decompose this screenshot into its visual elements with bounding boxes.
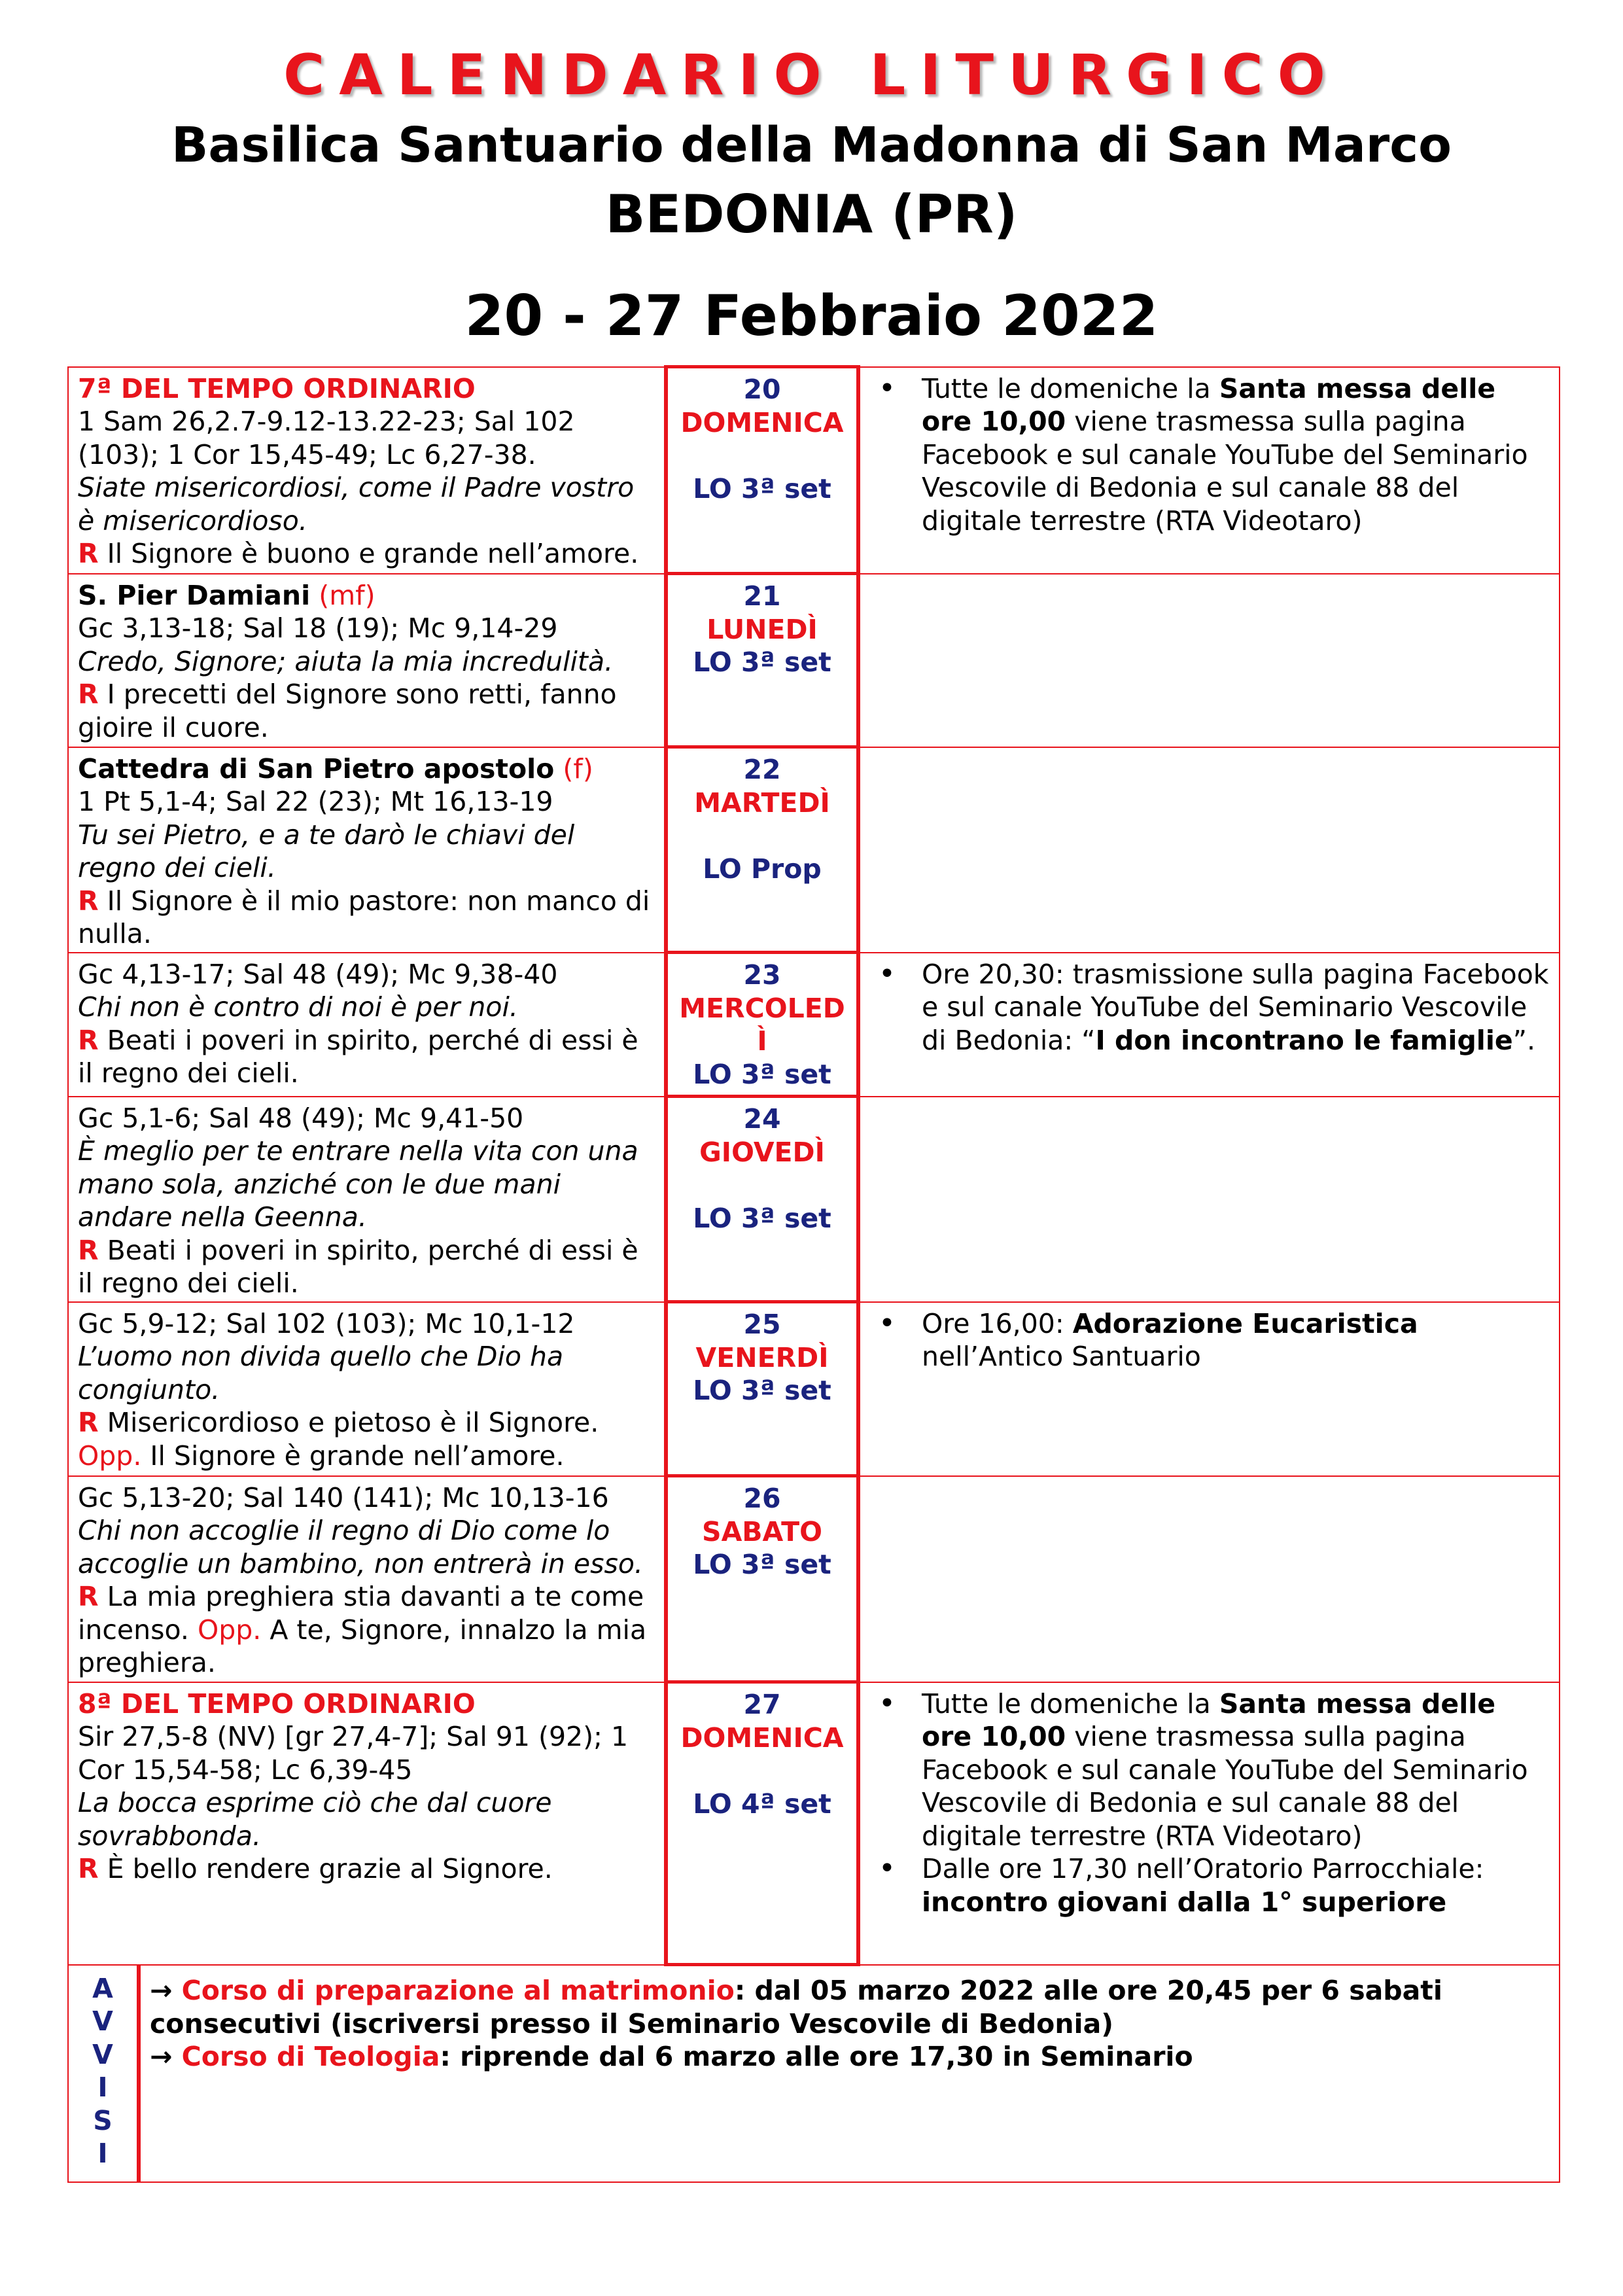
- notes-cell: [858, 1097, 1560, 1302]
- place-label: BEDONIA (PR): [605, 184, 1018, 245]
- office-week: LO 3ª set: [693, 472, 831, 504]
- day-name: LUNEDÌ: [707, 613, 818, 645]
- notes-cell: [858, 953, 1560, 1097]
- note-item: • Ore 16,00: Adorazione Eucaristica nell’Antico Santuario: [922, 1307, 1551, 1373]
- arrow-icon: →: [150, 1975, 173, 2006]
- arrow-icon: →: [150, 2041, 173, 2072]
- notes-cell: [858, 367, 1560, 574]
- day-name: MARTEDÌ: [694, 786, 830, 819]
- response-line: R È bello rendere grazie al Signore.: [78, 1853, 553, 1884]
- day-row: [68, 1476, 1560, 1682]
- day-number: 26: [743, 1483, 781, 1514]
- avvisi-label: A V V I S I: [68, 1965, 139, 2182]
- response-line: R Misericordioso e pietoso è il Signore.: [78, 1407, 599, 1438]
- office-week: LO 4ª set: [693, 1788, 831, 1820]
- feast-title: 7ª DEL TEMPO ORDINARIO: [78, 372, 476, 404]
- avvisi-item: → Corso di Teologia: riprende dal 6 marzo alle ore 17,30 in Seminario: [150, 2041, 1193, 2072]
- liturgy-cell: [68, 1682, 666, 1965]
- liturgy-cell: [68, 1302, 666, 1476]
- day-cell: [666, 1097, 858, 1302]
- day-name: GIOVEDÌ: [699, 1136, 825, 1168]
- notes-cell: [858, 1302, 1560, 1476]
- day-name: SABATO: [702, 1515, 822, 1547]
- day-name: DOMENICA: [680, 1722, 844, 1754]
- liturgy-cell: [68, 747, 666, 953]
- readings: Gc 5,9-12; Sal 102 (103); Mc 10,1-12: [78, 1307, 575, 1339]
- avvisi-item-title: Corso di preparazione al matrimonio: [181, 1975, 735, 2006]
- day-cell: [666, 1682, 858, 1965]
- avvisi-item-title: Corso di Teologia: [181, 2041, 440, 2072]
- office-week: LO 3ª set: [693, 1058, 831, 1090]
- antiphon: Credo, Signore; aiuta la mia incredulità.: [78, 645, 614, 677]
- response-line: [78, 537, 656, 571]
- notes-cell: [858, 747, 1560, 953]
- day-cell: [666, 367, 858, 574]
- notes-cell: [858, 1682, 1560, 1965]
- page-title: CALENDARIO LITURGICO: [283, 43, 1340, 108]
- office-week: LO 3ª set: [693, 1549, 831, 1580]
- liturgy-cell: [68, 953, 666, 1097]
- day-number: 27: [743, 1689, 781, 1720]
- antiphon: Chi non accoglie il regno di Dio come lo accoglie un bambino, non entrerà in esso.: [78, 1515, 643, 1580]
- readings: Gc 5,13-20; Sal 140 (141); Mc 10,13-16: [78, 1481, 609, 1513]
- office-week: LO 3ª set: [693, 646, 831, 678]
- feast-line: [78, 752, 656, 786]
- day-row: [68, 367, 1560, 574]
- office-week: LO 3ª set: [693, 1375, 831, 1406]
- day-cell: [666, 953, 858, 1097]
- response-line: R I precetti del Signore sono retti, fanno gioire il cuore.: [78, 679, 617, 743]
- antiphon: È meglio per te entrare nella vita con una mano sola, anziché con le due mani andare nella Geenna.: [78, 1135, 638, 1233]
- day-row: [68, 747, 1560, 953]
- note-item: • Ore 20,30: trasmissione sulla pagina Facebook e sul canale YouTube del Seminario Vescovile di Bedonia: “I don incontrano le famiglie”.: [922, 958, 1551, 1057]
- avvisi-row: [68, 1965, 1560, 2182]
- page-header: [0, 39, 1623, 352]
- response-line: R Beati i poveri in spirito, perché di essi è il regno dei cieli.: [78, 1234, 638, 1299]
- readings: 1 Sam 26,2.7-9.12-13.22-23; Sal 102 (103); 1 Cor 15,45-49; Lc 6,27-38.: [78, 406, 575, 470]
- day-number: 24: [743, 1103, 781, 1135]
- feast-rank: (mf): [319, 579, 375, 611]
- notes-cell: [858, 1476, 1560, 1682]
- day-cell: [666, 574, 858, 747]
- readings: 1 Pt 5,1-4; Sal 22 (23); Mt 16,13-19: [78, 786, 553, 817]
- feast-title: Cattedra di San Pietro apostolo: [78, 752, 555, 785]
- page-subtitle: Basilica Santuario della Madonna di San Marco: [171, 117, 1452, 173]
- day-cell: [666, 747, 858, 953]
- liturgy-cell: [68, 574, 666, 747]
- response-line: R Beati i poveri in spirito, perché di essi è il regno dei cieli.: [78, 1024, 638, 1089]
- day-number: 25: [743, 1309, 781, 1340]
- liturgy-cell: [68, 1097, 666, 1302]
- day-name: VENERDÌ: [695, 1341, 829, 1373]
- day-number: 21: [743, 580, 781, 612]
- antiphon: Tu sei Pietro, e a te darò le chiavi del regno dei cieli.: [78, 819, 575, 883]
- feast-rank: (f): [563, 752, 593, 785]
- readings: Sir 27,5-8 (NV) [gr 27,4-7]; Sal 91 (92); 1 Cor 15,54-58; Lc 6,39-45: [78, 1721, 629, 1786]
- readings: Gc 3,13-18; Sal 18 (19); Mc 9,14-29: [78, 612, 558, 644]
- feast-title: S. Pier Damiani: [78, 579, 311, 611]
- notes-cell: [858, 574, 1560, 747]
- liturgy-cell: [68, 1476, 666, 1682]
- day-row: [68, 1302, 1560, 1476]
- note-item: • Dalle ore 17,30 nell’Oratorio Parrocchiale: incontro giovani dalla 1° superiore: [922, 1852, 1551, 1918]
- office-week: LO Prop: [703, 853, 822, 885]
- day-number: 23: [743, 959, 781, 991]
- note-item: • Tutte le domeniche la Santa messa delle ore 10,00 viene trasmessa sulla pagina Facebook e sul canale YouTube del Seminario Vescovile di Bedonia e sul canale 88 del digitale terrestre (RTA Videotaro): [922, 372, 1551, 538]
- day-number: 20: [743, 374, 781, 405]
- antiphon: Siate misericordiosi, come il Padre vostro è misericordioso.: [78, 472, 635, 537]
- day-cell: [666, 1476, 858, 1682]
- response-text: Il Signore è buono e grande nell’amore.: [107, 538, 639, 569]
- opp-line: Opp. Il Signore è grande nell’amore.: [78, 1439, 565, 1472]
- note-item: • Tutte le domeniche la Santa messa delle ore 10,00 viene trasmessa sulla pagina Facebook e sul canale YouTube del Seminario Vescovile di Bedonia e sul canale 88 del digitale terrestre (RTA Videotaro): [922, 1687, 1551, 1853]
- antiphon: L’uomo non divida quello che Dio ha congiunto.: [78, 1341, 564, 1405]
- day-row: [68, 1682, 1560, 1965]
- day-row: [68, 1097, 1560, 1302]
- day-name: MERCOLED: [679, 992, 845, 1024]
- date-range: 20 - 27 Febbraio 2022: [464, 283, 1159, 349]
- liturgy-cell: [68, 367, 666, 574]
- day-name: DOMENICA: [680, 406, 844, 438]
- readings: Gc 4,13-17; Sal 48 (49); Mc 9,38-40: [78, 958, 558, 990]
- feast-title: 8ª DEL TEMPO ORDINARIO: [78, 1687, 476, 1720]
- feast-line: [78, 579, 656, 612]
- office-week: LO 3ª set: [693, 1202, 831, 1234]
- response-line: R La mia preghiera stia davanti a te come incenso. Opp. A te, Signore, innalzo la mia preghiera.: [78, 1581, 647, 1678]
- day-cell: [666, 1302, 858, 1476]
- response-line: R Il Signore è il mio pastore: non manco di nulla.: [78, 885, 650, 949]
- liturgical-calendar-table: [67, 365, 1560, 2183]
- response-label: R: [78, 538, 99, 569]
- readings: Gc 5,1-6; Sal 48 (49); Mc 9,41-50: [78, 1102, 524, 1134]
- day-row: [68, 953, 1560, 1097]
- avvisi-item: → Corso di preparazione al matrimonio: dal 05 marzo 2022 alle ore 20,45 per 6 sabati consecutivi (iscriversi presso il Seminario Vescovile di Bedonia): [150, 1975, 1442, 2040]
- avvisi-body: [139, 1965, 1560, 2182]
- day-row: [68, 574, 1560, 747]
- day-name-wrap: Ì: [757, 1025, 767, 1057]
- antiphon: Chi non è contro di noi è per noi.: [78, 991, 518, 1023]
- antiphon: La bocca esprime ciò che dal cuore sovrabbonda.: [78, 1787, 552, 1852]
- day-number: 22: [743, 754, 781, 785]
